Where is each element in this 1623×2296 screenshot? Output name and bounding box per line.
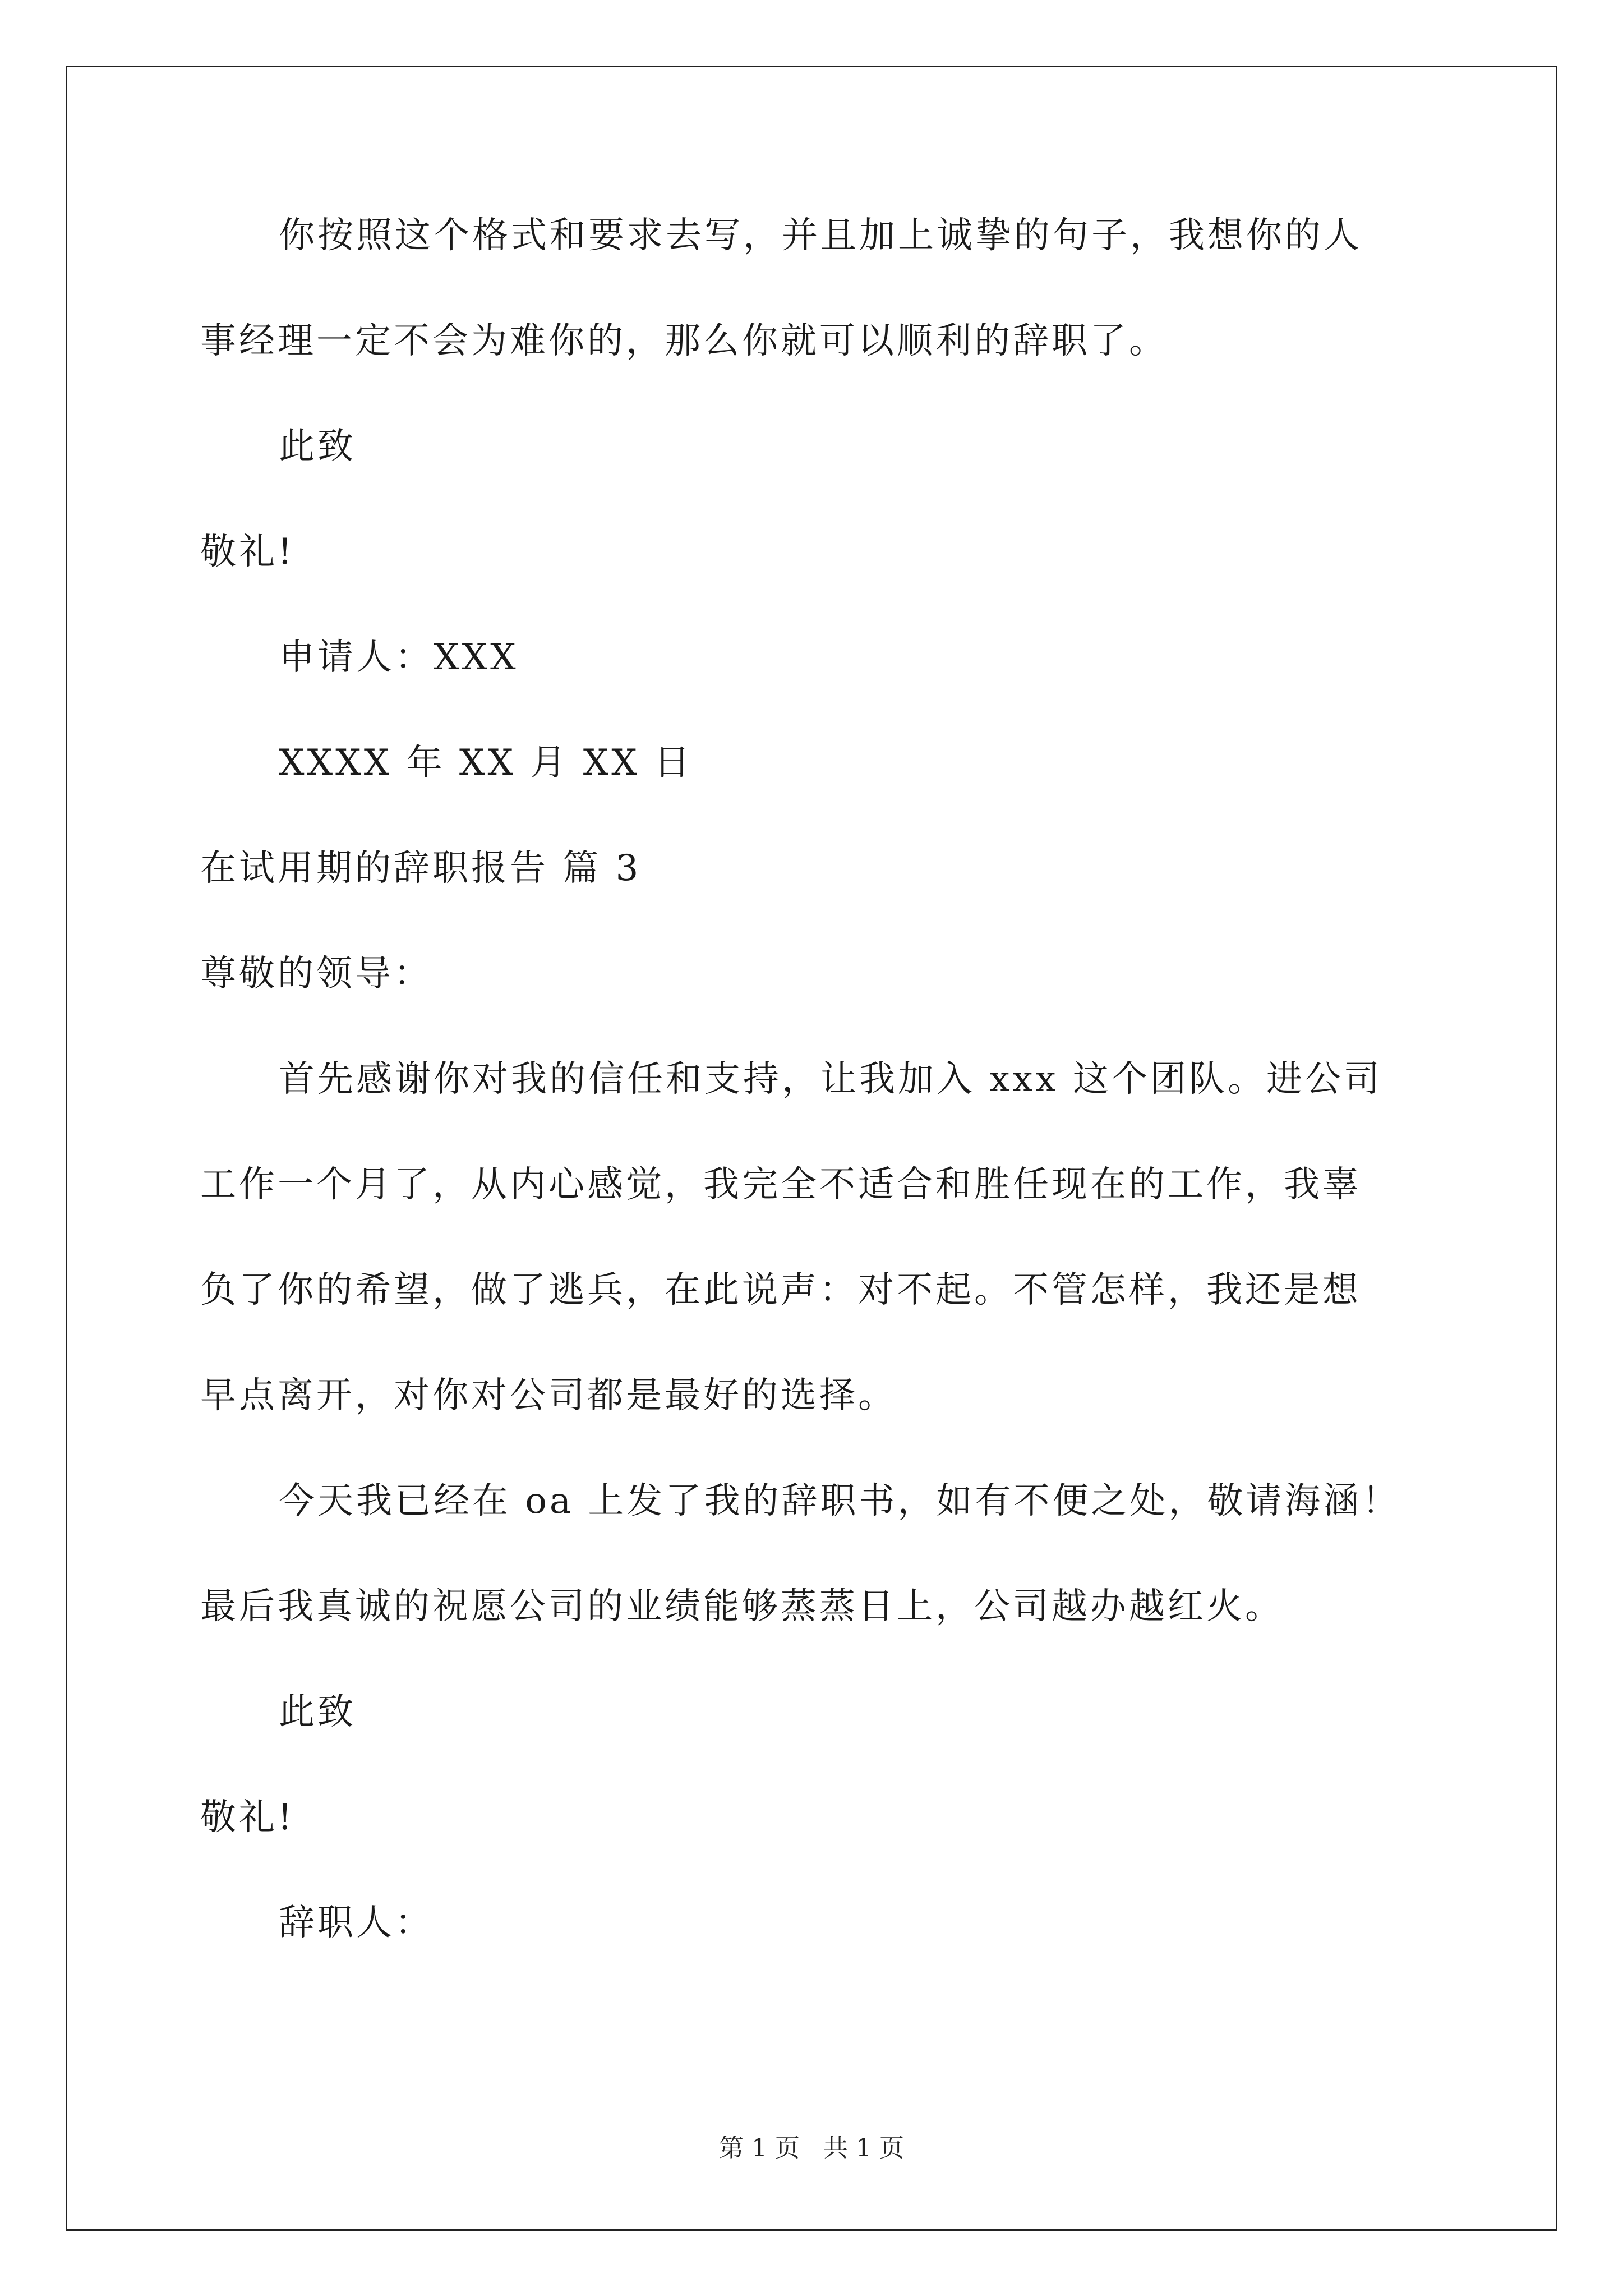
closing-regards: 敬礼!	[200, 1797, 295, 1838]
paragraph-line: 最后我真诚的祝愿公司的业绩能够蒸蒸日上，公司越办越红火。	[200, 1586, 1284, 1627]
paragraph-line: 事经理一定不会为难你的，那么你就可以顺利的辞职了。	[200, 320, 1168, 362]
paragraph-line: 早点离开，对你对公司都是最好的选择。	[200, 1375, 897, 1416]
greeting: 尊敬的领导：	[200, 953, 432, 995]
paragraph-line: 今天我已经在 oa 上发了我的辞职书，如有不便之处，敬请海涵！	[279, 1480, 1401, 1522]
section-heading: 在试用期的辞职报告 篇 3	[200, 848, 642, 889]
page-footer: 第 1 页 共 1 页	[719, 2134, 904, 2162]
paragraph-line: 你按照这个格式和要求去写，并且加上诚挚的句子，我想你的人	[279, 215, 1362, 256]
closing-salutation: 此致	[279, 426, 356, 467]
closing-salutation: 此致	[279, 1691, 356, 1733]
paragraph-line: 负了你的希望，做了逃兵，在此说声：对不起。不管怎样，我还是想	[200, 1269, 1361, 1311]
closing-regards: 敬礼!	[200, 531, 295, 573]
paragraph-line: 工作一个月了，从内心感觉，我完全不适合和胜任现在的工作，我辜	[200, 1164, 1361, 1205]
applicant-line: 申请人：XXX	[279, 637, 519, 678]
signature-line: 辞职人：	[279, 1902, 434, 1944]
date-line: XXXX 年 XX 月 XX 日	[279, 742, 693, 784]
paragraph-line: 首先感谢你对我的信任和支持，让我加入 xxx 这个团队。进公司	[279, 1059, 1382, 1100]
